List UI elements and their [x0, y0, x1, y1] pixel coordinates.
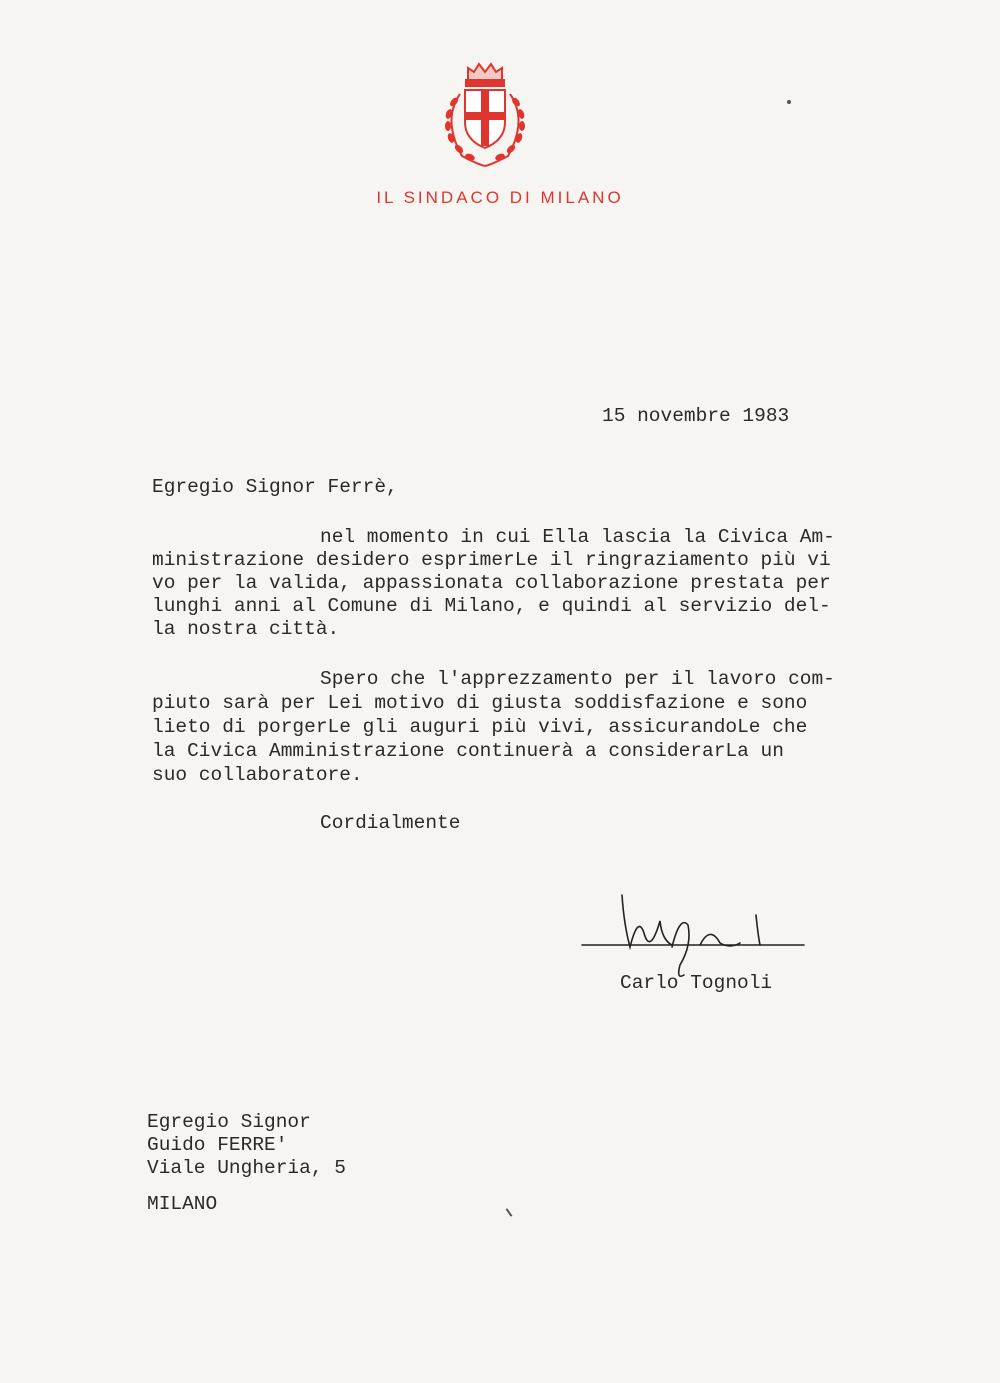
paragraph-2-line-3: lieto di porgerLe gli auguri più vivi, assicurandoLe che — [152, 716, 808, 738]
paragraph-1-line-2: ministrazione desidero esprimerLe il ringraziamento più vi — [152, 549, 831, 571]
ink-mark — [506, 1208, 513, 1217]
recipient-salutation: Egregio Signor — [147, 1111, 311, 1133]
signatory-name: Carlo Tognoli — [620, 972, 773, 994]
recipient-name: Guido FERRE' — [147, 1134, 288, 1156]
ink-dot — [787, 100, 791, 104]
milan-coat-of-arms-icon — [432, 60, 538, 172]
paragraph-2-line-2: piuto sarà per Lei motivo di giusta soddisfazione e sono — [152, 692, 808, 714]
paragraph-2-line-1: Spero che l'apprezzamento per il lavoro com- — [320, 668, 835, 690]
paragraph-1-line-1: nel momento in cui Ella lascia la Civica Am- — [320, 526, 835, 548]
closing: Cordialmente — [320, 812, 461, 834]
recipient-address: Viale Ungheria, 5 — [147, 1157, 346, 1179]
paragraph-1-line-4: lunghi anni al Comune di Milano, e quindi al servizio del- — [152, 595, 831, 617]
paragraph-1-line-3: vo per la valida, appassionata collaborazione prestata per — [152, 572, 831, 594]
handwritten-signature — [580, 885, 810, 985]
recipient-city: MILANO — [147, 1193, 218, 1215]
paragraph-2-line-4: la Civica Amministrazione continuerà a considerarLa un — [152, 740, 784, 762]
salutation: Egregio Signor Ferrè, — [152, 476, 398, 498]
paragraph-2-line-5: suo collaboratore. — [152, 764, 363, 786]
letter-date: 15 novembre 1983 — [602, 405, 790, 427]
letterhead-title: IL SINDACO DI MILANO — [376, 188, 624, 207]
paragraph-1-line-5: la nostra città. — [152, 618, 340, 640]
